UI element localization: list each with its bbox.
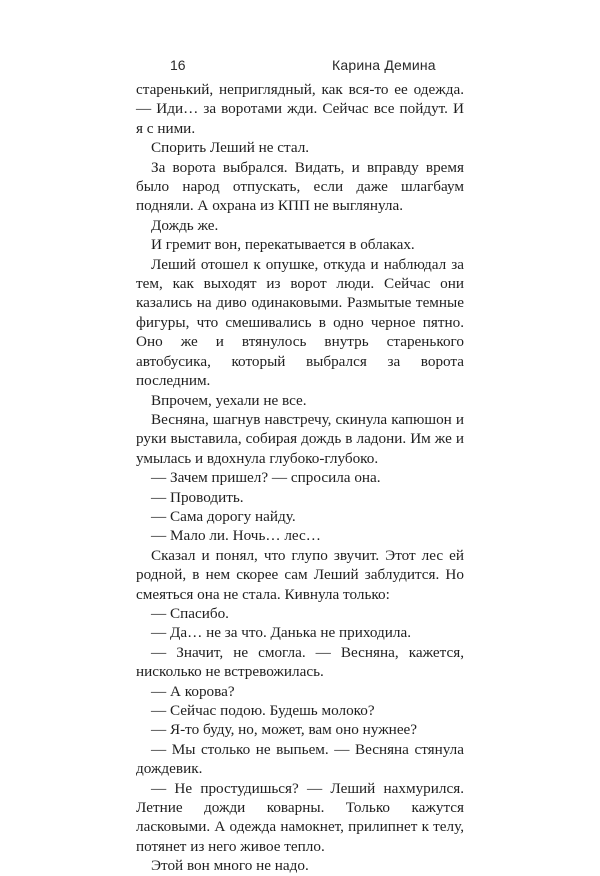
page-header [136,57,464,77]
dialogue-line: — Зачем пришел? — спросила она. [151,469,381,487]
paragraph: Спорить Леший не стал. [151,139,310,157]
page-number: 16 [170,57,186,73]
dialogue-line: — Спасибо. [151,604,229,622]
paragraph: За ворота выбрался. Видать, и вправду время было народ отпускать, если даже шлагбаум подняли. А охрана из КПП не выглянула. [136,158,464,215]
dialogue-line: — Сейчас подою. Будешь молоко? [151,702,375,719]
dialogue-line: — А корова? [151,682,235,700]
paragraph: старенький, неприглядный, как вся-то ее одежда. — Иди… за воротами жди. Сейчас все пойдут. И я с ними. [136,81,464,137]
dialogue-line: — Мало ли. Ночь… лес… [151,527,321,545]
paragraph: Дождь же. [151,216,219,234]
dialogue-line: — Не простудишься? — Леший нахмурился. Летние дожди коварны. Только кажутся ласковыми. А одежда намокнет, прилипнет к телу, потянет из него живое тепло. [136,779,464,855]
paragraph: Весняна, шагнув навстречу, скинула капюшон и руки выставила, собирая дождь в ладони. Им же и умылась и вдохнула глубоко-глубоко. [136,410,464,467]
paragraph: Сказал и понял, что глупо звучит. Этот лес ей родной, в нем скорее сам Леший заблудится. Но смеяться она не стала. Кивнула только: [136,546,464,603]
dialogue-line: — Сама дорогу найду. [151,507,296,525]
dialogue-line: — Я-то буду, но, может, вам оно нужнее? [151,721,418,739]
dialogue-line: — Значит, не смогла. — Весняна, кажется, нисколько не встревожилась. [136,643,464,681]
paragraph: Леший отошел к опушке, откуда и наблюдал за тем, как выходят из ворот люди. Сейчас они казались на диво одинаковыми. Размытые темные фигуры, что смешивались в одно черное пятно. Оно же и втянулось внутрь старенького автобусика, который выбрался за ворота последним. [136,255,464,390]
paragraph: Этой вон много не надо. [151,857,309,875]
body-text [136,80,464,876]
dialogue-line: — Проводить. [151,488,244,506]
running-head: Карина Демина [332,57,436,73]
paragraph: Впрочем, уехали не все. [151,391,307,409]
paragraph: И гремит вон, перекатывается в облаках. [151,236,415,254]
dialogue-line: — Да… не за что. Данька не приходила. [151,624,412,642]
dialogue-line: — Мы столько не выпьем. — Весняна стянула дождевик. [136,740,464,778]
